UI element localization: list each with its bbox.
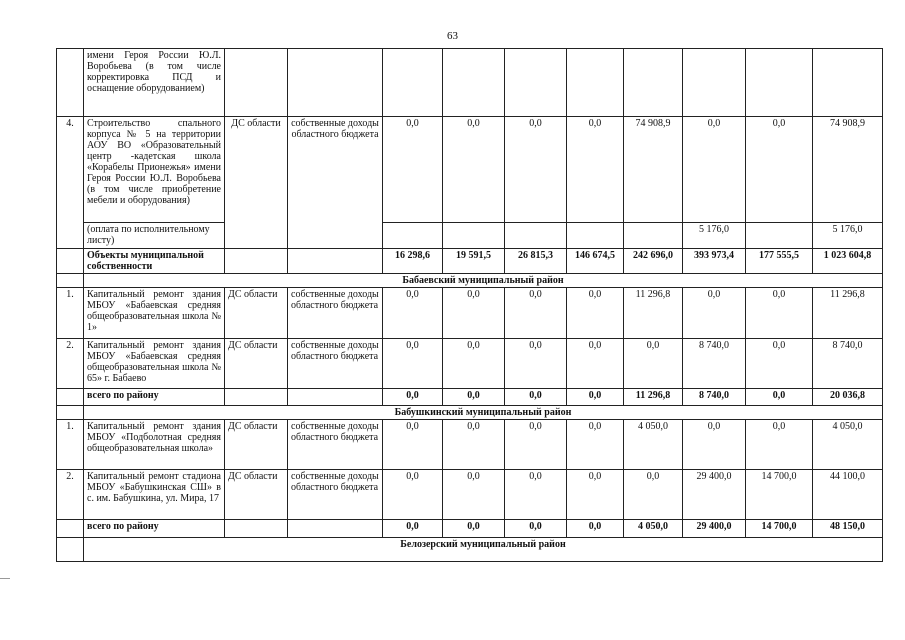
row-number: 1. (57, 288, 84, 339)
value-cell: 5 176,0 (813, 223, 883, 249)
value-cell: 0,0 (383, 520, 443, 538)
value-cell: 0,0 (567, 389, 624, 406)
table-row (57, 223, 883, 249)
object-name: имени Героя России Ю.Л. Воробьева (в том числе корректировка ПСД и оснащение оборудованием) (84, 49, 225, 117)
value-cell: 0,0 (443, 117, 505, 223)
value-cell: 0,0 (746, 288, 813, 339)
value-cell: 74 908,9 (813, 117, 883, 223)
value-cell: 0,0 (443, 389, 505, 406)
object-name: (оплата по исполнительному листу) (84, 223, 225, 249)
value-cell: 0,0 (567, 117, 624, 223)
value-cell: 4 050,0 (813, 420, 883, 470)
value-cell: 0,0 (443, 520, 505, 538)
budget-table (56, 48, 883, 562)
value-cell: 0,0 (505, 420, 567, 470)
object-name: всего по району (84, 520, 225, 538)
object-name: Капитальный ремонт здания МБОУ «Бабаевская средняя общеобразовательная школа № 65» г. Бабаево (84, 339, 225, 389)
table-row (57, 470, 883, 520)
value-cell: 0,0 (505, 470, 567, 520)
row-number: 4. (57, 117, 84, 249)
funds-type: собственные доходы областного бюджета (288, 117, 383, 249)
object-name: Строительство спального корпуса № 5 на территории АОУ ВО «Образовательный центр -кадетская школа «Корабелы Прионежья» имени Героя России Ю.Л. Воробьева (в том числе приобретение мебели и оборудования) (84, 117, 225, 223)
value-cell: 0,0 (567, 420, 624, 470)
table-row (57, 389, 883, 406)
value-cell: 11 296,8 (624, 288, 683, 339)
value-cell: 8 740,0 (683, 389, 746, 406)
value-cell: 0,0 (383, 117, 443, 223)
value-cell: 4 050,0 (624, 520, 683, 538)
row-number: 2. (57, 339, 84, 389)
table-row (57, 339, 883, 389)
value-cell: 11 296,8 (813, 288, 883, 339)
row-number: 1. (57, 420, 84, 470)
value-cell: 74 908,9 (624, 117, 683, 223)
value-cell: 0,0 (505, 339, 567, 389)
table-row (57, 420, 883, 470)
value-cell (567, 223, 624, 249)
funds-type: собственные доходы областного бюджета (288, 339, 383, 389)
value-cell: 0,0 (567, 470, 624, 520)
value-cell: 0,0 (383, 470, 443, 520)
funds-type: собственные доходы областного бюджета (288, 420, 383, 470)
table-row (57, 117, 883, 223)
value-cell: 8 740,0 (683, 339, 746, 389)
value-cell (443, 223, 505, 249)
section-title: Бабаевский муниципальный район (84, 274, 883, 288)
value-cell: 242 696,0 (624, 249, 683, 274)
value-cell: 0,0 (567, 520, 624, 538)
value-cell: 1 023 604,8 (813, 249, 883, 274)
value-cell: 0,0 (624, 339, 683, 389)
value-cell: 0,0 (683, 420, 746, 470)
funding-source: ДС области (225, 117, 288, 249)
value-cell: 44 100,0 (813, 470, 883, 520)
value-cell: 146 674,5 (567, 249, 624, 274)
value-cell: 19 591,5 (443, 249, 505, 274)
value-cell (505, 223, 567, 249)
value-cell: 0,0 (383, 288, 443, 339)
value-cell: 29 400,0 (683, 470, 746, 520)
value-cell: 0,0 (567, 339, 624, 389)
object-name: Капитальный ремонт стадиона МБОУ «Бабушкинская СШ» в с. им. Бабушкина, ул. Мира, 17 (84, 470, 225, 520)
value-cell: 0,0 (505, 288, 567, 339)
section-header (57, 274, 883, 288)
table-row (57, 520, 883, 538)
page-edge-mark (0, 578, 10, 579)
funding-source: ДС области (225, 288, 288, 339)
value-cell: 26 815,3 (505, 249, 567, 274)
funding-source: ДС области (225, 339, 288, 389)
value-cell: 0,0 (383, 420, 443, 470)
value-cell (624, 223, 683, 249)
funding-source: ДС области (225, 420, 288, 470)
value-cell: 0,0 (683, 117, 746, 223)
value-cell: 0,0 (383, 339, 443, 389)
section-title: Бабушкинский муниципальный район (84, 406, 883, 420)
row-number: 2. (57, 470, 84, 520)
section-header (57, 538, 883, 562)
row-number (57, 49, 84, 117)
value-cell: 0,0 (383, 389, 443, 406)
table-row (57, 49, 883, 117)
value-cell: 29 400,0 (683, 520, 746, 538)
value-cell: 0,0 (746, 420, 813, 470)
value-cell: 48 150,0 (813, 520, 883, 538)
value-cell: 0,0 (443, 470, 505, 520)
table-row (57, 249, 883, 274)
value-cell: 0,0 (683, 288, 746, 339)
table-row (57, 288, 883, 339)
value-cell: 0,0 (505, 117, 567, 223)
value-cell: 0,0 (443, 339, 505, 389)
value-cell: 4 050,0 (624, 420, 683, 470)
value-cell: 0,0 (443, 420, 505, 470)
section-header (57, 406, 883, 420)
value-cell: 0,0 (746, 117, 813, 223)
value-cell: 8 740,0 (813, 339, 883, 389)
value-cell: 0,0 (746, 389, 813, 406)
value-cell: 0,0 (505, 389, 567, 406)
value-cell: 177 555,5 (746, 249, 813, 274)
value-cell: 5 176,0 (683, 223, 746, 249)
section-title: Белозерский муниципальный район (84, 538, 883, 562)
value-cell (746, 223, 813, 249)
value-cell: 393 973,4 (683, 249, 746, 274)
page-number: 63 (447, 30, 458, 42)
value-cell: 11 296,8 (624, 389, 683, 406)
object-name: Объекты муниципальной собственности (84, 249, 225, 274)
value-cell: 14 700,0 (746, 470, 813, 520)
value-cell: 0,0 (746, 339, 813, 389)
funds-type: собственные доходы областного бюджета (288, 470, 383, 520)
value-cell: 0,0 (624, 470, 683, 520)
object-name: Капитальный ремонт здания МБОУ «Бабаевская средняя общеобразовательная школа № 1» (84, 288, 225, 339)
funding-source: ДС области (225, 470, 288, 520)
value-cell (383, 223, 443, 249)
value-cell: 0,0 (443, 288, 505, 339)
value-cell: 14 700,0 (746, 520, 813, 538)
value-cell: 16 298,6 (383, 249, 443, 274)
object-name: всего по району (84, 389, 225, 406)
object-name: Капитальный ремонт здания МБОУ «Подболотная средняя общеобразовательная школа» (84, 420, 225, 470)
value-cell: 0,0 (505, 520, 567, 538)
value-cell: 20 036,8 (813, 389, 883, 406)
value-cell: 0,0 (567, 288, 624, 339)
funds-type: собственные доходы областного бюджета (288, 288, 383, 339)
